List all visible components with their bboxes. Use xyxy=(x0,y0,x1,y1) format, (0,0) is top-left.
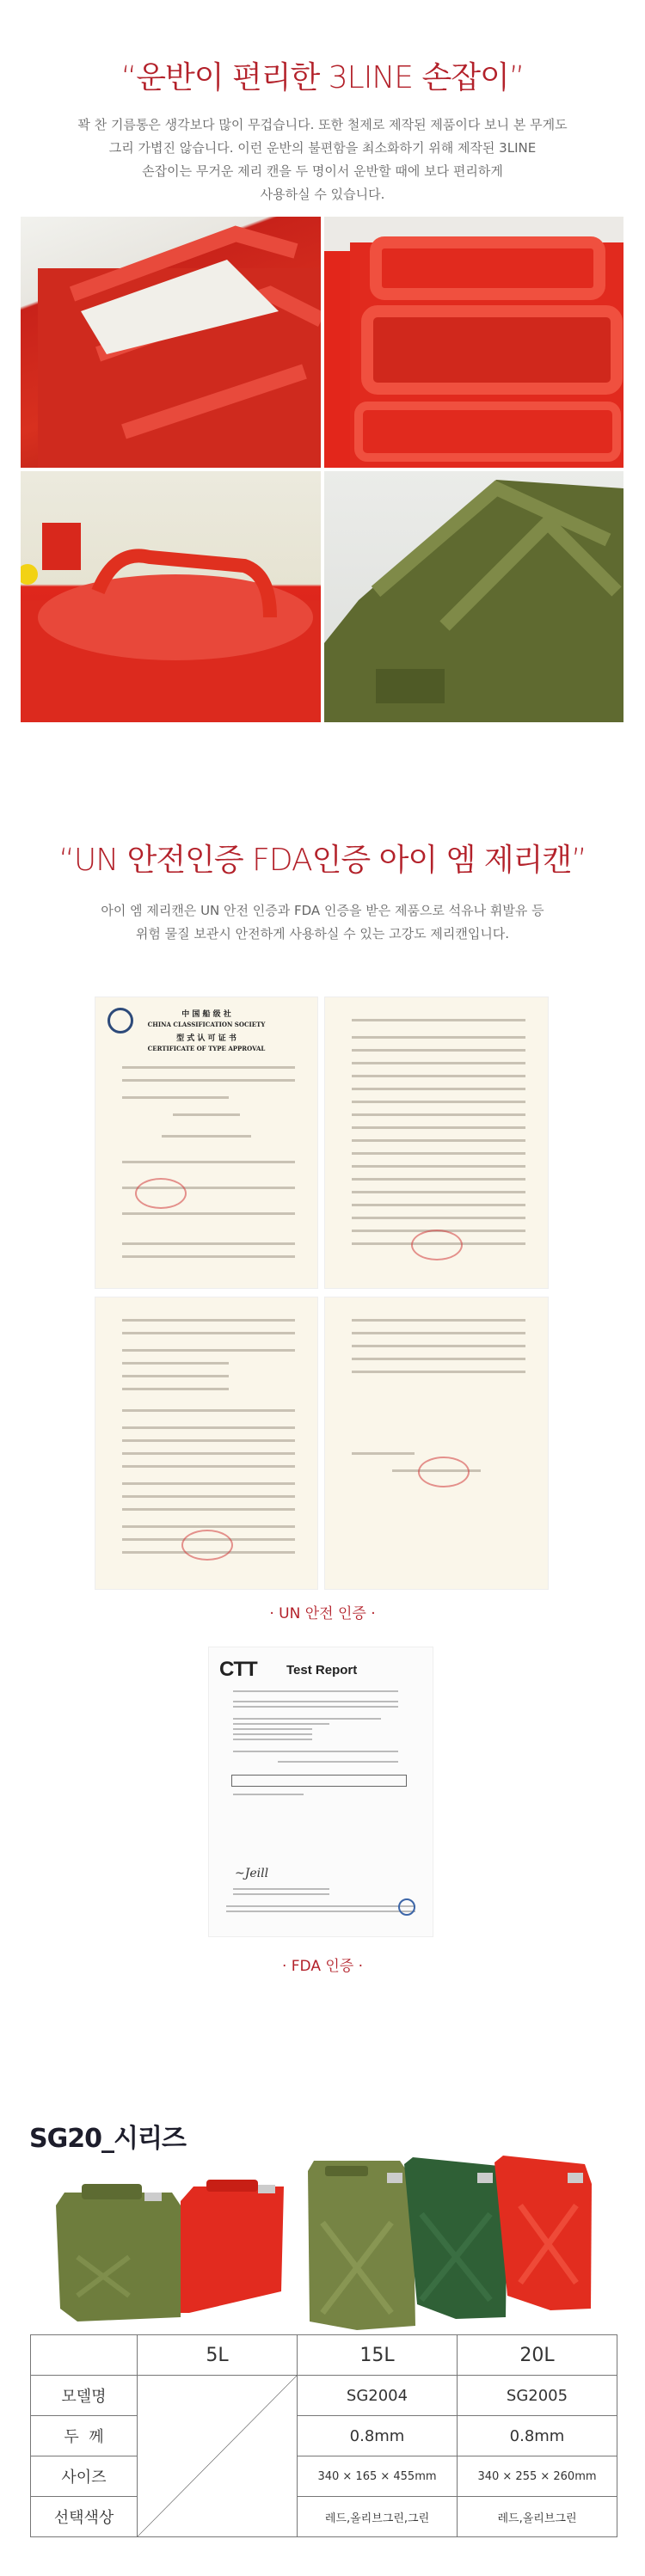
green-20l-can xyxy=(404,2157,507,2319)
table-row xyxy=(31,2456,617,2497)
olive-5l-can xyxy=(56,2184,181,2321)
handle-section-description xyxy=(0,113,645,206)
header-cell-5l: 5L xyxy=(138,2335,298,2376)
5l-empty-cell xyxy=(138,2376,298,2537)
cell: SG2004 xyxy=(298,2376,458,2416)
red-handle-top-photo xyxy=(324,217,624,468)
un-certificate-page-1 xyxy=(95,997,318,1289)
cell: 0.8mm xyxy=(298,2416,458,2456)
description-line: 아이 엠 제리캔은 UN 안전 인증과 FDA 인증을 받은 제품으로 석유나 휘발유 등 xyxy=(101,903,544,918)
cert-en-subtitle: CERTIFICATE OF TYPE APPROVAL xyxy=(147,1045,266,1052)
description-line: 위험 물질 보관시 안전하게 사용하실 수 있는 고강도 제리캔입니다. xyxy=(135,926,510,941)
red-20l-can xyxy=(494,2156,592,2310)
red-5l-can xyxy=(181,2180,284,2313)
certification-description xyxy=(0,899,645,946)
cell: SG2005 xyxy=(458,2376,617,2416)
cert-cn-subtitle: 型 式 认 可 证 书 xyxy=(176,1034,236,1043)
ctt-logo xyxy=(219,1658,257,1682)
ctt-logo-text: CTT xyxy=(219,1658,257,1681)
red-handle-closeup-photo xyxy=(21,217,321,468)
description-line: 그리 가볍진 않습니다. 이런 운반의 불편함을 최소화하기 위해 제작된 3LINE xyxy=(108,140,537,156)
table-row xyxy=(31,2416,617,2456)
description-line: 손잡이는 무거운 제리 캔을 두 명이서 운반할 때에 보다 편리하게 xyxy=(142,163,503,179)
cell: 340 × 165 × 455mm xyxy=(298,2456,458,2497)
test-report-title: Test Report xyxy=(286,1663,358,1677)
olive-20l-can xyxy=(308,2161,415,2330)
row-label: 두 께 xyxy=(31,2416,138,2456)
cell: 340 × 255 × 260mm xyxy=(458,2456,617,2497)
olive-can-handle-photo xyxy=(324,471,624,722)
row-label: 모델명 xyxy=(31,2376,138,2416)
un-certification-caption: · UN 안전 인증 · xyxy=(269,1605,376,1622)
un-certificate-page-4 xyxy=(324,1297,549,1590)
handle-section-title: “운반이 편리한 3LINE 손잡이” xyxy=(120,60,525,95)
header-cell-20l: 20L xyxy=(458,2335,617,2376)
cell: 레드,올리브그린,그린 xyxy=(298,2497,458,2537)
certification-section-title: “UN 안전인증 FDA인증 아이 엠 제리캔” xyxy=(58,843,587,878)
accreditation-seal-icon xyxy=(398,1898,415,1916)
cell: 0.8mm xyxy=(458,2416,617,2456)
un-certificate-page-3 xyxy=(95,1297,318,1590)
description-line: 꽉 찬 기름통은 생각보다 많이 무겁습니다. 또한 철제로 제작된 제품이다 보니 본 무게도 xyxy=(77,117,568,132)
cert-cn-title: 中 国 船 级 社 xyxy=(181,1010,231,1019)
test-method-table xyxy=(231,1775,407,1787)
fda-certification-caption: · FDA 인증 · xyxy=(281,1958,364,1975)
header-cell-15l: 15L xyxy=(298,2335,458,2376)
un-certificate-page-2 xyxy=(324,997,549,1289)
spec-table xyxy=(30,2334,617,2537)
table-header-row xyxy=(31,2335,617,2376)
diagonal-line xyxy=(138,2376,297,2536)
header-cell xyxy=(31,2335,138,2376)
cert-en-title: CHINA CLASSIFICATION SOCIETY xyxy=(147,1021,266,1028)
description-line: 사용하실 수 있습니다. xyxy=(260,187,385,202)
row-label: 사이즈 xyxy=(31,2456,138,2497)
table-row xyxy=(31,2376,617,2416)
red-can-fold-handle-photo xyxy=(21,471,321,722)
jerrycan-product-lineup xyxy=(52,2154,602,2330)
cell: 레드,올리브그린 xyxy=(458,2497,617,2537)
series-title: SG20_시리즈 xyxy=(29,2124,186,2154)
row-label: 선택색상 xyxy=(31,2497,138,2537)
signature: ~Jeill xyxy=(235,1867,269,1880)
fda-test-report xyxy=(208,1647,433,1937)
table-row xyxy=(31,2497,617,2537)
